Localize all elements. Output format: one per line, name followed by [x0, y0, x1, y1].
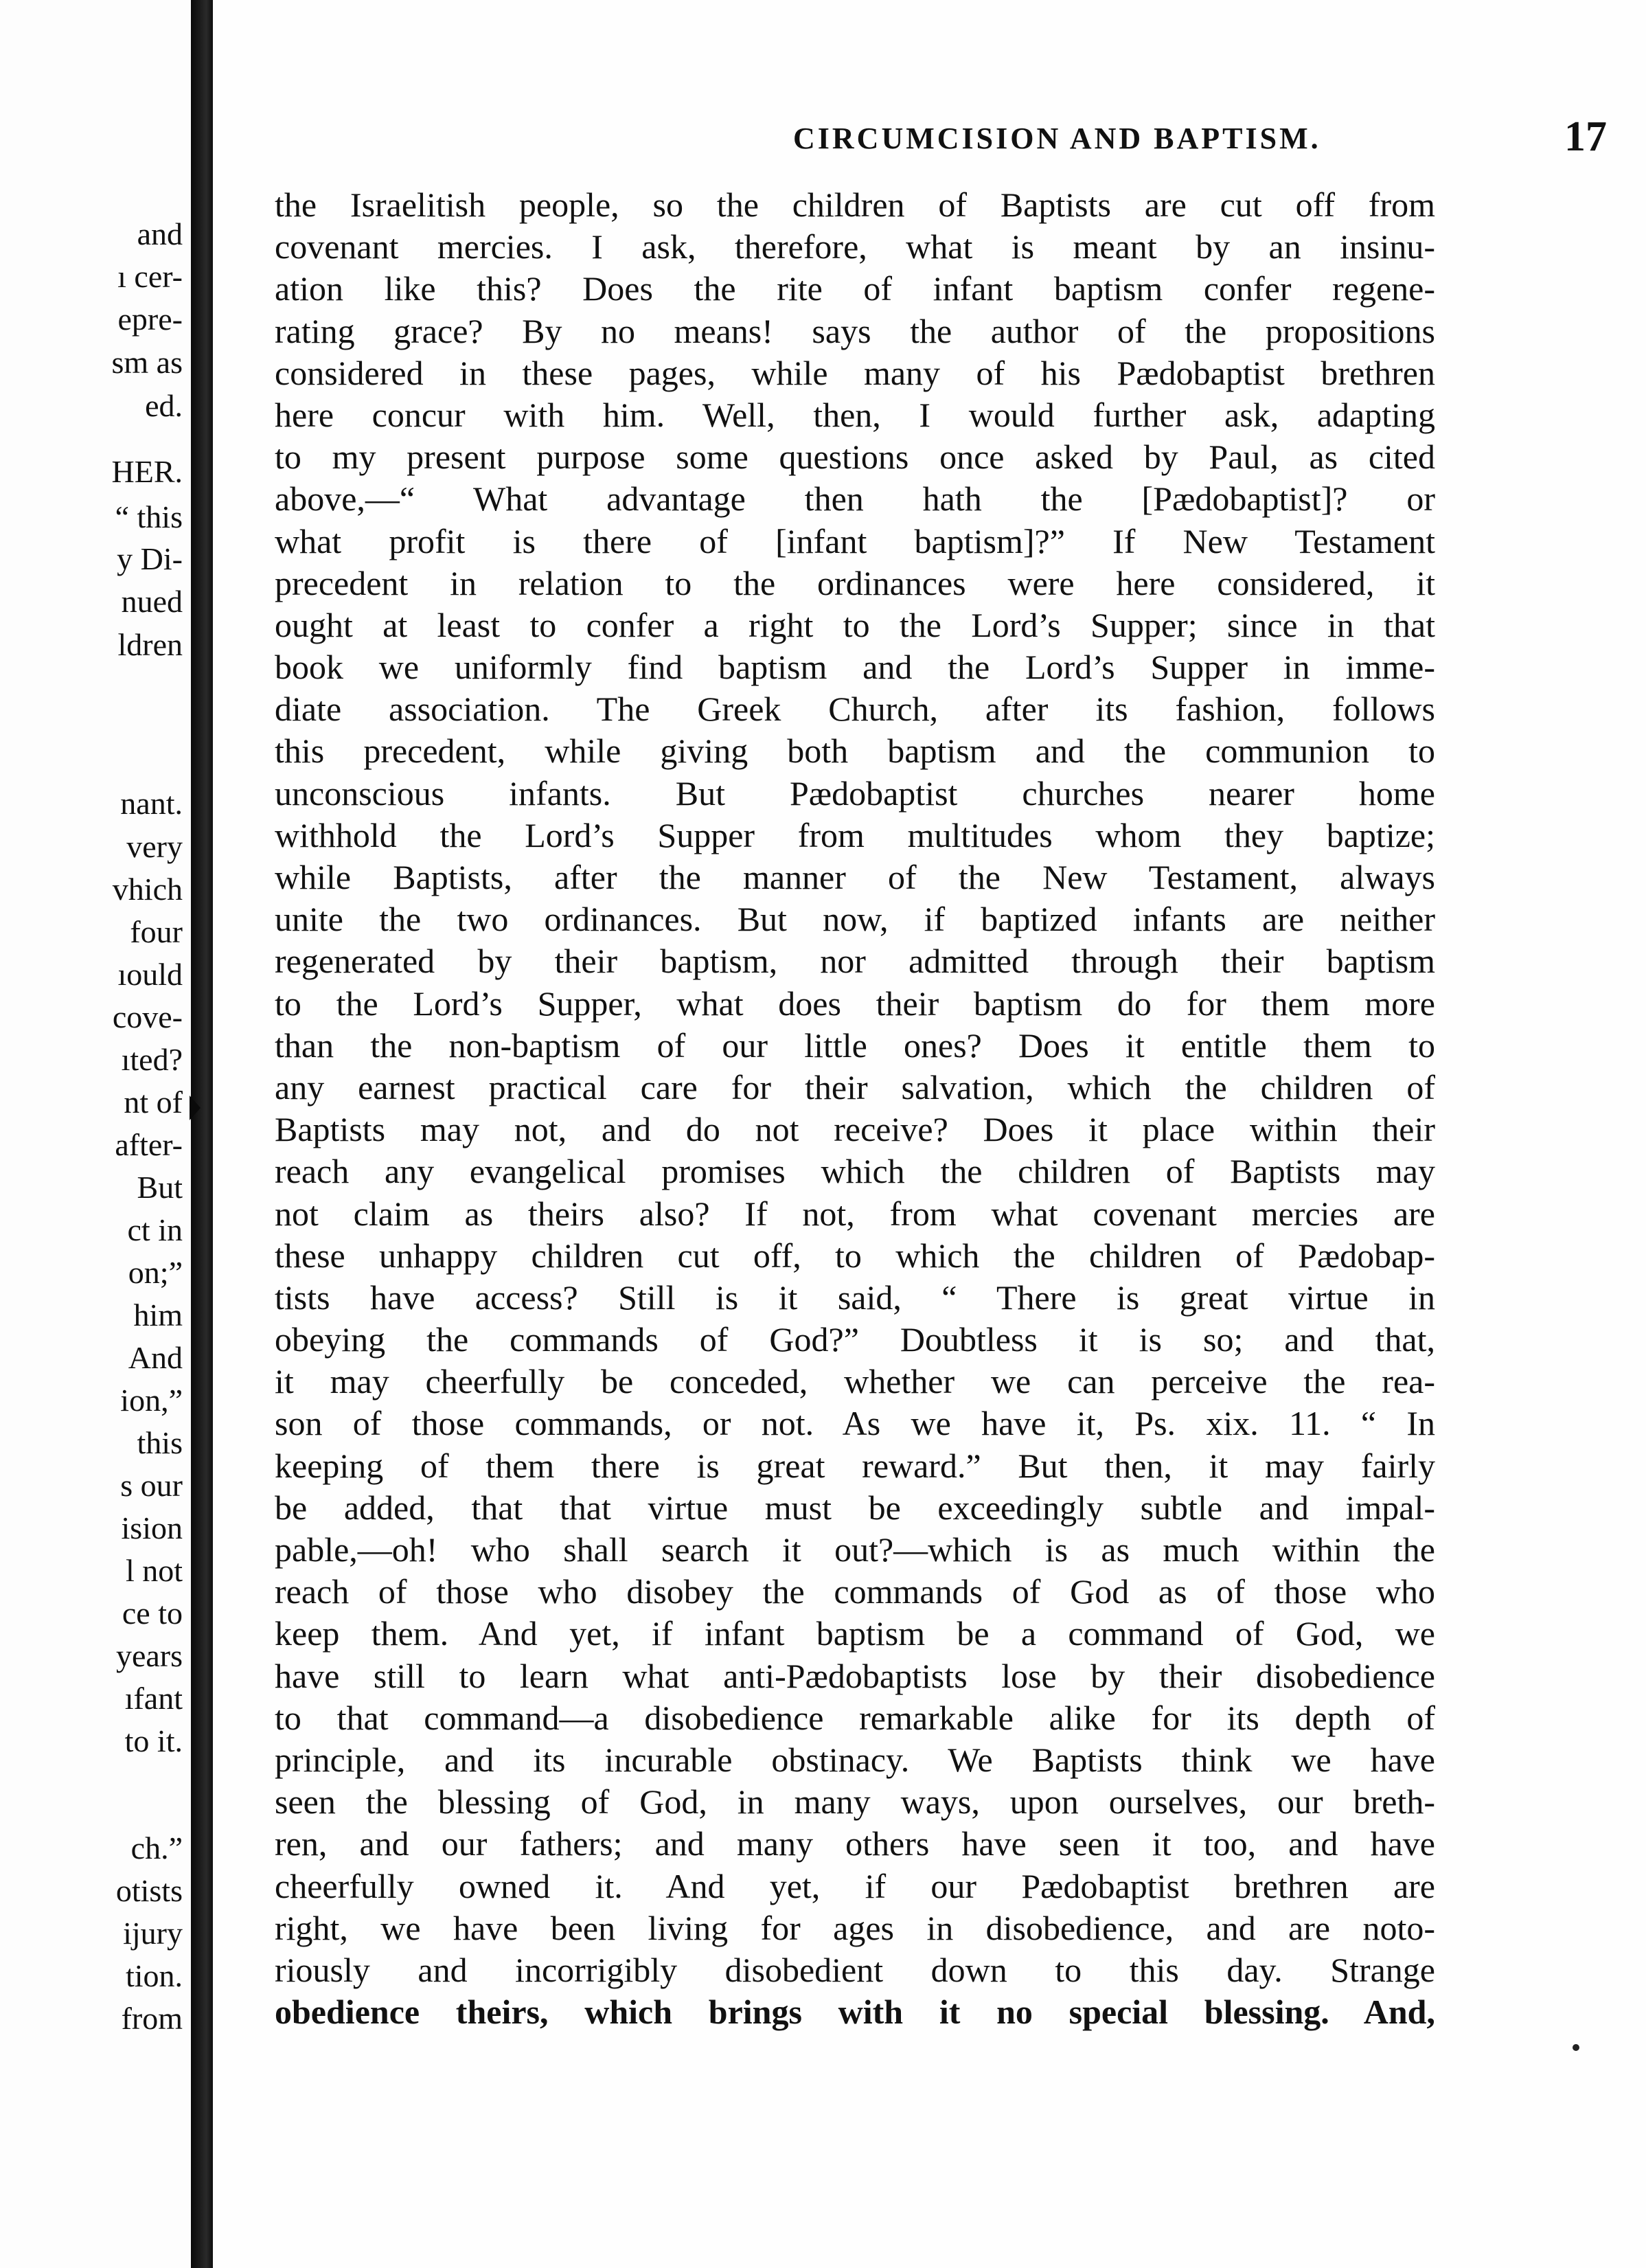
- fragment-line: And: [128, 1340, 183, 1375]
- running-head: [584, 113, 1646, 165]
- gutter-notch: [190, 1096, 201, 1120]
- fragment-line: nt of: [124, 1085, 183, 1120]
- text-line: diate association. The Greek Church, after its fashion, follows: [275, 690, 1435, 729]
- fragment-line: ldren: [117, 627, 183, 662]
- fragment-line: this: [137, 1425, 183, 1460]
- text-line: here concur with him. Well, then, I would further ask, adapting: [275, 395, 1435, 434]
- fragment-line: But: [137, 1170, 183, 1205]
- fragment-line: s our: [120, 1468, 183, 1503]
- fragment-line: ce to: [122, 1596, 183, 1631]
- fragment-line: l not: [125, 1553, 183, 1588]
- fragment-line: cove-: [112, 999, 183, 1034]
- text-line: have still to learn what anti-Pædobaptists lose by their disobedience: [275, 1656, 1435, 1695]
- fragment-line: ch.”: [130, 1830, 183, 1866]
- text-line: rating grace? By no means! says the author of the propositions: [275, 311, 1435, 350]
- text-line: principle, and its incurable obstinacy. We Baptists think we have: [275, 1740, 1435, 1779]
- text-line: these unhappy children cut off, to which the children of Pædobap-: [275, 1236, 1435, 1275]
- text-line: book we uniformly find baptism and the Lord’s Supper in imme-: [275, 648, 1435, 687]
- text-line: this precedent, while giving both baptism and the communion to: [275, 732, 1435, 771]
- text-line: above,—“ What advantage then hath the [Pædobaptist]? or: [275, 479, 1435, 519]
- fragment-line: “ this: [115, 499, 183, 534]
- text-line: be added, that that virtue must be exceedingly subtle and impal-: [275, 1488, 1435, 1527]
- text-line: cheerfully owned it. And yet, if our Pædobaptist brethren are: [275, 1866, 1435, 1905]
- fragment-line: nant.: [120, 786, 183, 821]
- text-line: reach any evangelical promises which the children of Baptists may: [275, 1152, 1435, 1191]
- text-line: ation like this? Does the rite of infant baptism confer regene-: [275, 269, 1435, 308]
- text-line: obeying the commands of God?” Doubtless it is so; and that,: [275, 1320, 1435, 1359]
- text-line: ought at least to confer a right to the Lord’s Supper; since in that: [275, 605, 1435, 644]
- page-number: 17: [1564, 113, 1607, 160]
- running-head-title: CIRCUMCISION AND BAPTISM.: [793, 122, 1321, 155]
- text-line: any earnest practical care for their salvation, which the children of: [275, 1067, 1435, 1107]
- text-line: to that command—a disobedience remarkable alike for its depth of: [275, 1698, 1435, 1737]
- text-line: son of those commands, or not. As we have it, Ps. xix. 11. “ In: [275, 1404, 1435, 1443]
- text-line: while Baptists, after the manner of the New Testament, always: [275, 858, 1435, 896]
- book-gutter: [191, 0, 213, 2268]
- text-line: to the Lord’s Supper, what does their baptism do for them more: [275, 984, 1435, 1023]
- fragment-line: him: [133, 1297, 183, 1333]
- text-line: it may cheerfully be conceded, whether we can perceive the rea-: [275, 1362, 1435, 1401]
- text-line: riously and incorrigibly disobedient down to this day. Strange: [275, 1950, 1435, 1989]
- text-line: obedience theirs, which brings with it no special blessing. And,: [275, 1993, 1435, 2032]
- text-line: seen the blessing of God, in many ways, upon ourselves, our breth-: [275, 1782, 1435, 1822]
- fragment-line: years: [115, 1638, 183, 1673]
- text-line: not claim as theirs also? If not, from what covenant mercies are: [275, 1194, 1435, 1233]
- fragment-line: tion.: [125, 1958, 183, 1993]
- fragment-line: on;”: [128, 1255, 183, 1290]
- fragment-line: sm as: [111, 345, 183, 380]
- text-line: withhold the Lord’s Supper from multitudes whom they baptize;: [275, 815, 1435, 854]
- text-line: keeping of them there is great reward.” But then, it may fairly: [275, 1446, 1435, 1485]
- fragment-line: ıould: [117, 957, 183, 992]
- fragment-line: ı cer-: [117, 259, 183, 294]
- fragment-line: vhich: [112, 872, 183, 907]
- text-line: precedent in relation to the ordinances were here considered, it: [275, 563, 1435, 602]
- text-line: reach of those who disobey the commands of God as of those who: [275, 1572, 1435, 1611]
- text-line: ren, and our fathers; and many others have seen it too, and have: [275, 1824, 1435, 1863]
- fragment-line: HER.: [111, 454, 183, 489]
- fragment-line: to it.: [124, 1723, 183, 1758]
- text-line: right, we have been living for ages in disobedience, and are noto-: [275, 1908, 1435, 1947]
- fragment-line: nued: [121, 584, 183, 619]
- fragment-line: after-: [115, 1127, 183, 1162]
- body-text: [275, 184, 1435, 2033]
- fragment-line: four: [130, 914, 183, 949]
- text-line: unite the two ordinances. But now, if baptized infants are neither: [275, 900, 1435, 939]
- fragment-line: ion,”: [120, 1383, 183, 1418]
- facing-page-fragment: [0, 0, 191, 2268]
- fragment-line: very: [126, 829, 183, 864]
- text-line: tists have access? Still is it said, “ There is great virtue in: [275, 1278, 1435, 1317]
- fragment-line: ed.: [145, 388, 183, 423]
- fragment-line: ct in: [127, 1212, 183, 1247]
- ink-speck: [1573, 2044, 1579, 2051]
- fragment-line: ıted?: [121, 1042, 183, 1077]
- text-line: pable,—oh! who shall search it out?—which is as much within the: [275, 1530, 1435, 1569]
- text-line: regenerated by their baptism, nor admitted through their baptism: [275, 942, 1435, 981]
- text-line: Baptists may not, and do not receive? Does it place within their: [275, 1110, 1435, 1149]
- text-line: what profit is there of [infant baptism]?” If New Testament: [275, 521, 1435, 560]
- text-line: than the non-baptism of our little ones? Does it entitle them to: [275, 1025, 1435, 1065]
- fragment-line: from: [121, 2001, 183, 2036]
- text-line: to my present purpose some questions once asked by Paul, as cited: [275, 438, 1435, 477]
- fragment-line: ıfant: [124, 1681, 183, 1716]
- text-line: the Israelitish people, so the children of Baptists are cut off from: [275, 185, 1435, 224]
- fragment-line: ijury: [123, 1916, 183, 1951]
- text-line: unconscious infants. But Pædobaptist churches nearer home: [275, 773, 1435, 813]
- fragment-line: and: [137, 216, 183, 251]
- fragment-line: y Di-: [117, 541, 183, 576]
- fragment-line: otists: [115, 1873, 183, 1908]
- fragment-line: epre-: [117, 302, 183, 337]
- fragment-line: ision: [121, 1510, 183, 1545]
- text-line: considered in these pages, while many of his Pædobaptist brethren: [275, 353, 1435, 392]
- text-line: keep them. And yet, if infant baptism be a command of God, we: [275, 1614, 1435, 1653]
- text-line: covenant mercies. I ask, therefore, what is meant by an insinu-: [275, 227, 1435, 267]
